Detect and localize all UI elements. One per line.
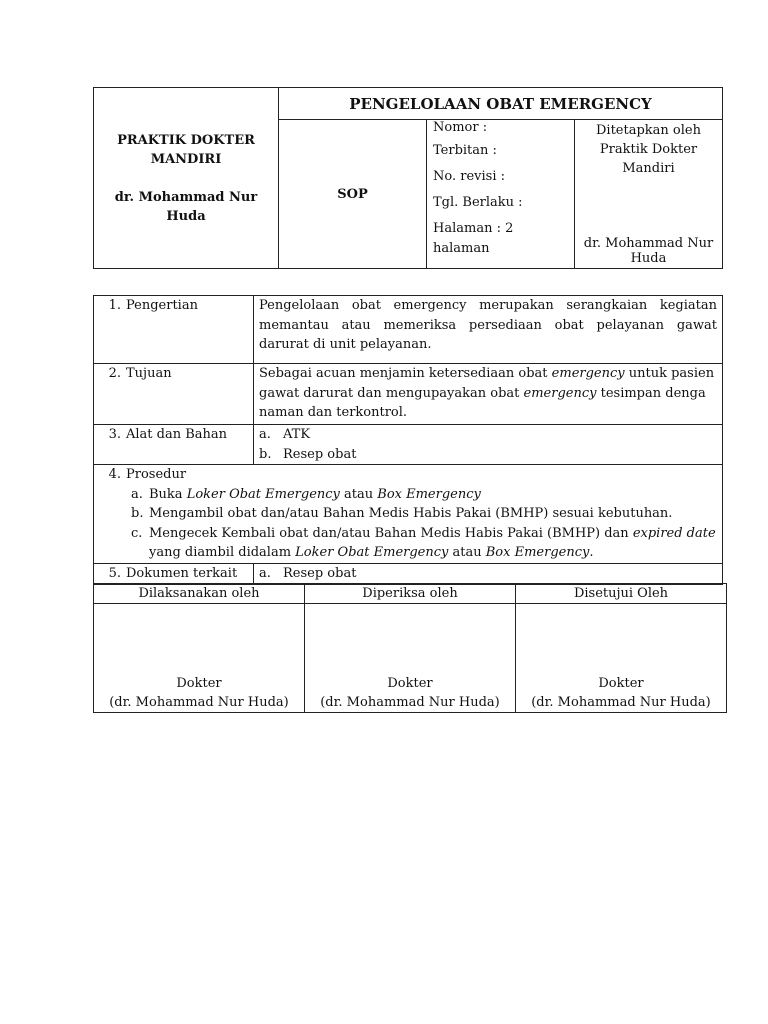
signature-block <box>94 604 305 713</box>
organization-cell <box>94 88 279 269</box>
emphasis-text: emergency <box>523 385 597 401</box>
signature-table <box>93 583 727 713</box>
section-label: Tujuan <box>126 366 172 381</box>
section-label-cell <box>94 364 254 425</box>
sop-label: SOP <box>279 120 427 269</box>
section-number: 3. <box>108 427 121 442</box>
sop-content-table <box>93 295 723 585</box>
document-meta <box>427 120 575 269</box>
text-run: . <box>589 545 594 560</box>
approval-line-1: Ditetapkan oleh <box>596 123 701 138</box>
dokumen-list <box>254 564 723 585</box>
emphasis-text: Box Emergency <box>377 486 481 502</box>
emphasis-text: Loker Obat Emergency <box>186 486 340 502</box>
text-run: untuk pasien gawat darurat dan mengupayakan obat <box>259 366 715 401</box>
text-run: Mengecek Kembali obat dan/atau Bahan Medis Habis Pakai (BMHP) dan <box>149 525 633 541</box>
meta-berlaku: Tgl. Berlaku : <box>433 195 523 210</box>
signature-role: Dokter <box>598 676 644 691</box>
text-run: yang diambil didalam <box>149 545 296 560</box>
section-number: 4. <box>108 467 121 482</box>
text-run: atau <box>339 486 378 502</box>
meta-revisi: No. revisi : <box>433 169 505 184</box>
section-label-cell <box>94 296 254 364</box>
list-marker: a. <box>259 566 271 581</box>
section-label: Alat dan Bahan <box>126 427 228 442</box>
text-run: Sebagai acuan menjamin ketersediaan obat <box>259 366 552 381</box>
emphasis-text: Box Emergency <box>485 545 590 560</box>
emphasis-text: emergency <box>551 366 625 381</box>
section-label: Dokumen terkait <box>126 566 238 581</box>
text-run: atau <box>448 545 486 560</box>
section-number: 1. <box>108 298 121 313</box>
signature-name: (dr. Mohammad Nur Huda) <box>320 695 500 710</box>
signature-name: (dr. Mohammad Nur Huda) <box>531 695 711 710</box>
organization-doctor: dr. Mohammad Nur Huda <box>114 189 258 224</box>
meta-halaman: Halaman : 2 halaman <box>433 221 514 256</box>
section-pengertian <box>94 296 723 364</box>
signature-role: Dokter <box>387 676 433 691</box>
text-run: Mengambil obat dan/atau Bahan Medis Habis Pakai (BMHP) sesuai kebutuhan. <box>149 506 673 521</box>
list-marker: a. <box>259 427 271 442</box>
section-label-cell <box>94 564 254 585</box>
list-item <box>259 445 717 465</box>
section-dokumen <box>94 564 723 585</box>
tujuan-text <box>254 364 723 425</box>
prosedur-cell <box>94 465 723 564</box>
signature-head: Diperiksa oleh <box>305 584 516 604</box>
approval-line-2: Praktik Dokter Mandiri <box>599 142 698 176</box>
text-run: tesimpan denga naman dan terkontrol. <box>259 385 706 420</box>
list-item <box>259 425 717 445</box>
list-text: Resep obat <box>283 446 357 462</box>
section-prosedur <box>94 465 723 564</box>
section-alat-bahan <box>94 425 723 465</box>
signature-block <box>305 604 516 713</box>
meta-nomor: Nomor : <box>433 120 488 135</box>
meta-terbitan: Terbitan : <box>433 143 497 158</box>
prosedur-step-b <box>99 504 717 524</box>
section-label: Pengertian <box>126 298 198 313</box>
list-marker: a. <box>131 486 143 502</box>
section-number: 5. <box>108 566 121 581</box>
signature-head: Disetujui Oleh <box>516 584 727 604</box>
sop-header-table <box>93 87 723 269</box>
list-marker: b. <box>259 446 272 462</box>
emphasis-text: expired date <box>632 525 716 541</box>
signature-name: (dr. Mohammad Nur Huda) <box>109 695 289 710</box>
prosedur-step-c <box>99 524 717 563</box>
organization-name: PRAKTIK DOKTER MANDIRI <box>117 132 255 167</box>
list-text: Resep obat <box>283 566 357 581</box>
section-label-cell <box>94 425 254 465</box>
signature-role: Dokter <box>176 676 222 691</box>
signature-head: Dilaksanakan oleh <box>94 584 305 604</box>
list-marker: c. <box>131 525 143 541</box>
section-number: 2. <box>108 366 121 381</box>
document-title: PENGELOLAAN OBAT EMERGENCY <box>279 88 723 120</box>
approval-name: dr. Mohammad Nur Huda <box>583 236 714 266</box>
section-tujuan <box>94 364 723 425</box>
approval-cell <box>575 120 723 269</box>
text-run: Buka <box>149 486 187 502</box>
prosedur-step-a <box>99 485 717 505</box>
pengertian-text: Pengelolaan obat emergency merupakan serangkaian kegiatan memantau atau memeriksa persediaan obat pelayanan gawat darurat di unit pelayanan. <box>254 296 723 364</box>
list-marker: b. <box>131 506 144 521</box>
prosedur-heading <box>99 465 717 485</box>
alat-list <box>254 425 723 465</box>
signature-block <box>516 604 727 713</box>
emphasis-text: Loker Obat Emergency <box>295 545 449 560</box>
section-label: Prosedur <box>126 467 187 482</box>
list-text: ATK <box>283 427 311 442</box>
